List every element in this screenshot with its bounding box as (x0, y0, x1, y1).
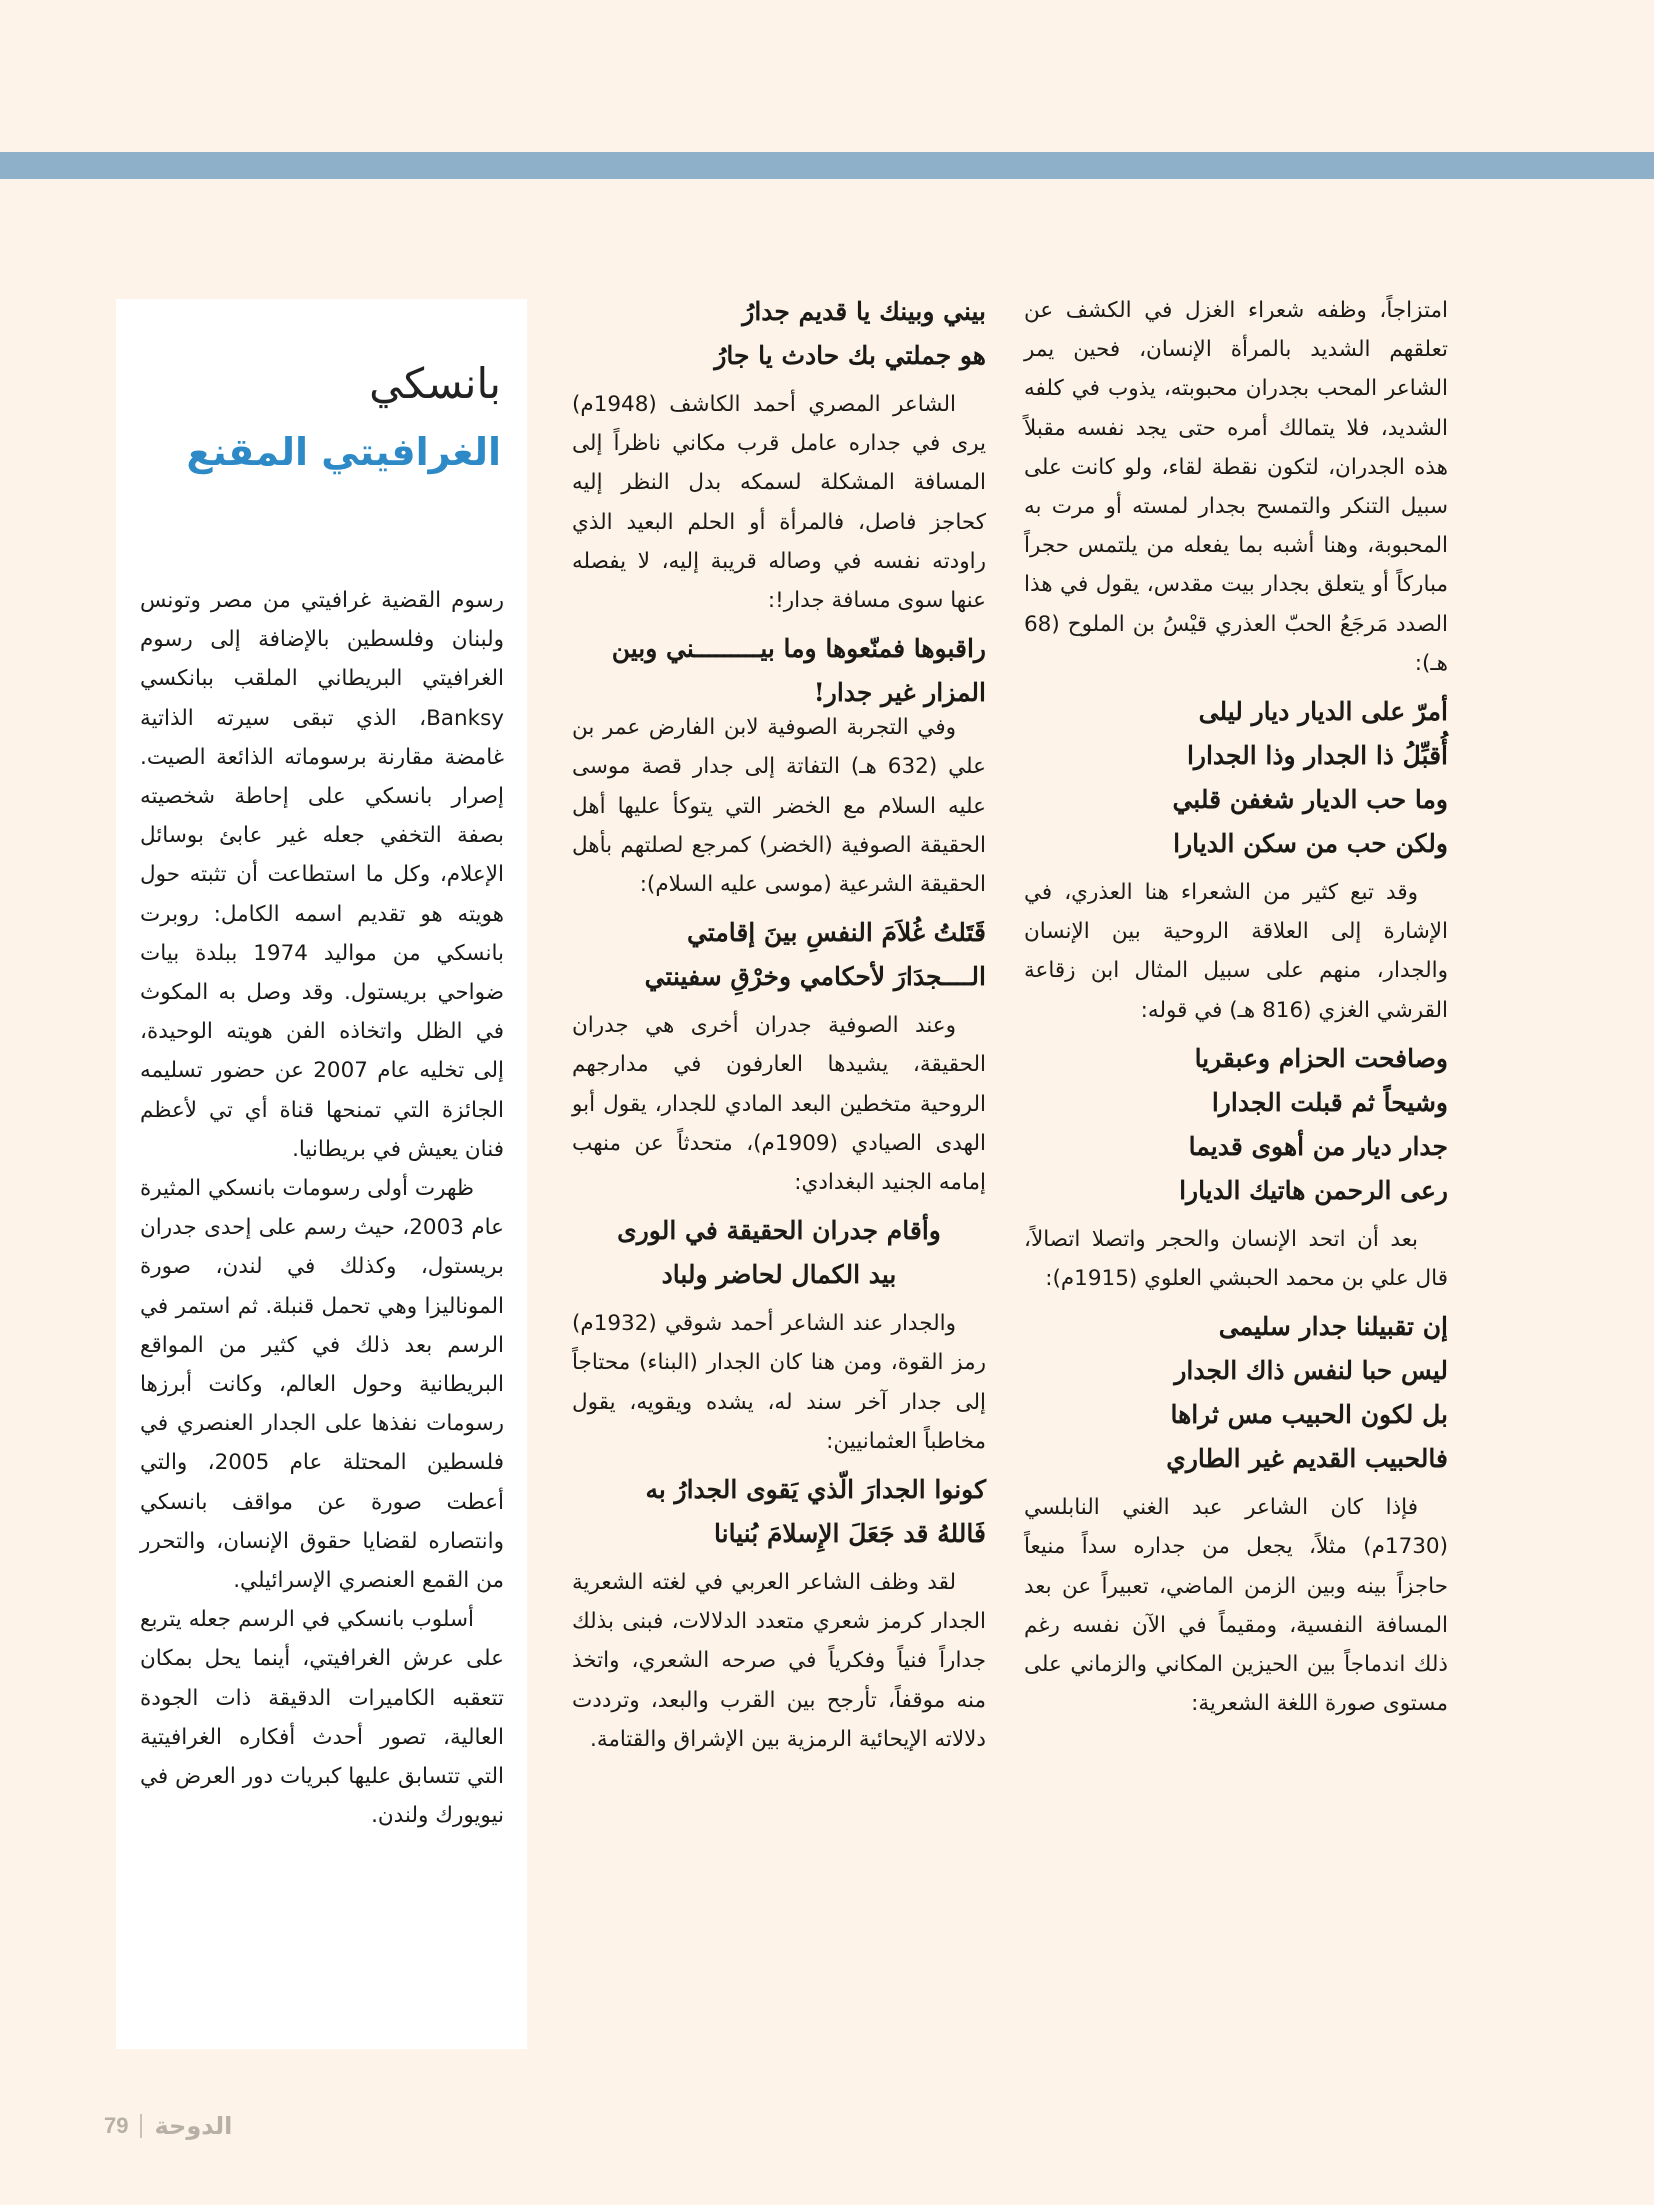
poem-verse: المزار غير جدار! (813, 678, 986, 708)
poem-verse: هو جملتي بك حادث يا جارُ (714, 341, 986, 370)
paragraph: وفي التجربة الصوفية لابن الفارض عمر بن علي (632 هـ) التفاتة إلى جدار قصة موسى عليه السلام مع الخضر التي يتوكأ عليها أهل الحقيقة الصوفية (الخضر) كمرجع لصلتهم بأهل الحقيقة الشرعية (موسى عليه السلام): (572, 715, 986, 898)
paragraph: لقد وظف الشاعر العربي في لغته الشعرية الجدار كرمز شعري متعدد الدلالات، فبنى بذلك جداراً فنياً وفكرياً في صرحه الشعري، واتخذ منه موقفاً، تأرجح بين القرب والبعد، وترددت دلالاته الإيحائية الرمزية بين الإشراق والقتامة. (572, 1570, 986, 1752)
paragraph: أسلوب بانسكي في الرسم جعله يتربع على عرش الغرافيتي، أينما يحل بمكان تتعقبه الكاميرات الدقيقة ذات الجودة العالية، تصور أحدث أفكاره الغرافيتية التي تتسابق عليها كبريات دور العرض في نيويورك ولندن. (140, 1607, 504, 1829)
poem-verse: فالحبيب القديم غير الطاري (1166, 1444, 1448, 1474)
poem-verse: بيني وبينك يا قديم جدارُ (742, 297, 986, 326)
magazine-logo: الدوحة (154, 2112, 233, 2140)
poem-verse: راقبوها فمنّعوها وما بيـــــــــني وبين (611, 634, 986, 664)
poem-verse: وأقام جدران الحقيقة في الورى (617, 1216, 941, 1246)
paragraph: وعند الصوفية جدران أخرى هي جدران الحقيقة، يشيدها العارفون في مدارجهم الروحية متخطين البعد المادي للجدار، يقول أبو الهدى الصيادي (1909م)، متحدثاً عن منهب إمامه الجنيد البغدادي: (572, 1013, 986, 1196)
poem-verse: أمرّ على الديار ديار ليلى (1198, 697, 1448, 727)
poem-verse: فَاللهُ قد جَعَلَ الإِسلامَ بُنيانا (714, 1519, 986, 1549)
poem-verse: بيد الكمال لحاضر ولباد (661, 1260, 897, 1290)
paragraph: بعد أن اتحد الإنسان والحجر واتصلا اتصالاً، قال علي بن محمد الحبشي العلوي (1915م): (1024, 1226, 1448, 1292)
sidebar-subtitle: الغرافيتي المقنع (186, 430, 501, 474)
poem-verse: قَتَلتُ غُلاَمَ النفسِ بينَ إقامتي (686, 918, 986, 948)
page-footer (104, 2112, 232, 2140)
page-number: 79 (104, 2113, 129, 2138)
poem-verse: وصافحت الحزام وعبقريا (1194, 1043, 1448, 1073)
paragraph: والجدار عند الشاعر أحمد شوقي (1932م) رمز القوة، ومن هنا كان الجدار (البناء) محتاجاً إلى جدار آخر سند له، يشده ويقويه، يقول مخاطباً العثمانيين: (572, 1311, 986, 1454)
paragraph: ظهرت أولى رسومات بانسكي المثيرة عام 2003، حيث رسم على إحدى جدران بريستول، وكذلك في لندن، صورة الموناليزا وهي تحمل قنبلة. ثم استمر في الرسم بعد ذلك في كثير من المواقع البريطانية وحول العالم، وكانت أبرزها رسومات نفذها على الجدار العنصري في فلسطين المحتلة عام 2005، والتي أعطت صورة عن مواقف بانسكي وانتصاره لقضايا حقوق الإنسان، والتحرر من القمع العنصري الإسرائيلي. (140, 1176, 505, 1594)
poem-verse: كونوا الجدارَ الّذي يَقوى الجدارُ به (645, 1475, 986, 1505)
sidebar-text (140, 581, 504, 1836)
poem-verse: جدار ديار من أهوى قديما (1188, 1131, 1448, 1161)
paragraph: الشاعر المصري أحمد الكاشف (1948م) يرى في جداره عامل قرب مكاني ناظراً إلى المسافة المشكلة لسمكه بدل النظر إليه كحاجز فاصل، فالمرأة أو الحلم البعيد الذي راودته نفسه في وصاله قريبة إليه، لا يفصله عنها سوى مسافة جدار!: (572, 392, 986, 614)
poem-verse: بل لكون الحبيب مس ثراها (1170, 1400, 1448, 1430)
poem-verse: رعى الرحمن هاتيك الديارا (1179, 1175, 1448, 1205)
paragraph: فإذا كان الشاعر عبد الغني النابلسي (1730م) مثلاً، يجعل من جداره سداً منيعاً حاجزاً بينه وبين الزمن الماضي، تعبيراً عن بعد المسافة النفسية، ومقيماً في الآن نفسه رغم ذلك اندماجاً بين الحيزين المكاني والزماني على مستوى صورة اللغة الشعرية: (1024, 1495, 1448, 1717)
paragraph: امتزاجاً، وظفه شعراء الغزل في الكشف عن تعلقهم الشديد بالمرأة الإنسان، فحين يمر الشاعر المحب بجدران محبوبته، يذوب في كلفه الشديد، فلا يتمالك أمره حتى يجد نفسه مقبلاً هذه الجدران، لتكون نقطة لقاء، ولو كانت على سبيل التنكر والتمسح بجدار لمسته أو مرت به المحبوبة، وهنا أشبه بما يفعله من يلتمس حجراً مباركاً أو يتعلق بجدار بيت مقدس، يقول في هذا الصدد مَرجَعُ الحبّ العذري قيْسُ بن الملوح (68 هـ): (1024, 298, 1448, 676)
article-column-middle (572, 291, 986, 1759)
footer-divider (140, 2114, 142, 2138)
top-decorative-band (0, 152, 1654, 179)
poem-verse: أُقبِّلُ ذا الجدار وذا الجدارا (1186, 741, 1448, 771)
poem-verse: وشيحاً ثم قبلت الجدارا (1211, 1087, 1448, 1117)
paragraph: وقد تبع كثير من الشعراء هنا العذري، في الإشارة إلى العلاقة الروحية بين الإنسان والجدار، منهم على سبيل المثال ابن زقاعة القرشي الغزي (816 هـ) في قوله: (1024, 880, 1448, 1023)
paragraph: رسوم القضية غرافيتي من مصر وتونس ولبنان وفلسطين بالإضافة إلى رسوم الغرافيتي البريطاني الملقب ببانكسي Banksy، الذي تبقى سيرته الذاتية غامضة مقارنة برسوماته الذائعة الصيت. إصرار بانسكي على إحاطة شخصيته بصفة التخفي جعله غير عابئ بوسائل الإعلام، وكل ما استطاعت أن تثبته حول هويته هو تقديم اسمه الكامل: روبرت بانسكي من مواليد 1974 ببلدة بيات ضواحي بريستول. وقد وصل به المكوث في الظل واتخاذه الفن هويته الوحيدة، إلى تخليه عام 2007 عن حضور تسليمه الجائزة التي تمنحها قناة أي تي لأعظم فنان يعيش في بريطانيا. (140, 588, 504, 1162)
poem-verse: الــــجدَارَ لأحكامي وخرْقِ سفينتي (644, 962, 986, 992)
poem-verse: ولكن حب من سكن الديارا (1173, 829, 1448, 859)
article-column-right (1024, 291, 1448, 1723)
poem-verse: وما حب الديار شغفن قلبي (1172, 785, 1448, 815)
sidebar-title: بانسكي (369, 359, 501, 408)
poem-verse: إن تقبيلنا جدار سليمى (1218, 1312, 1448, 1342)
poem-verse: ليس حبا لنفس ذاك الجدار (1174, 1356, 1448, 1386)
